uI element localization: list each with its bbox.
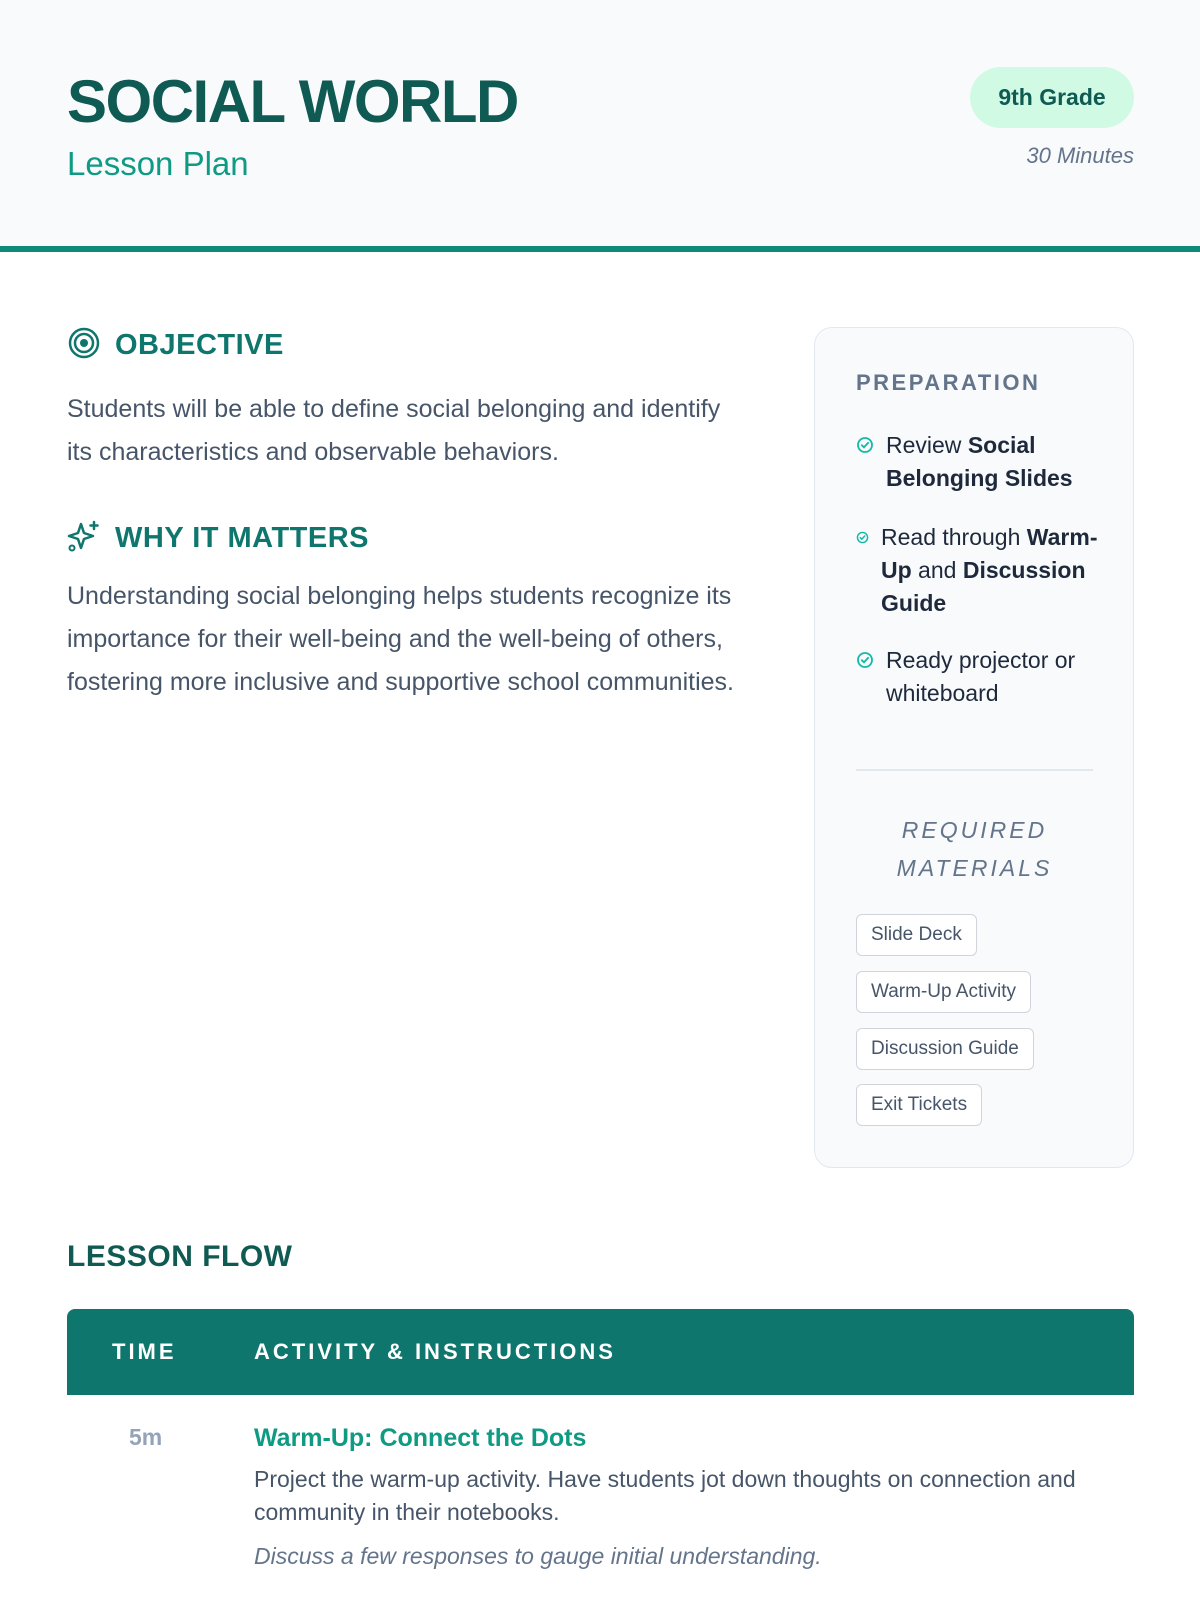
check-circle-icon	[856, 651, 874, 669]
prep-text: Read through	[881, 524, 1027, 550]
prep-item	[856, 429, 1086, 495]
material-chip: Discussion Guide	[856, 1028, 1034, 1070]
prep-item	[856, 521, 1101, 620]
divider	[856, 769, 1093, 771]
row-activity-note: Discuss a few responses to gauge initial understanding.	[254, 1543, 822, 1569]
material-chip: Slide Deck	[856, 914, 977, 956]
grade-badge: 9th Grade	[970, 67, 1134, 128]
objective-title: OBJECTIVE	[115, 329, 284, 361]
prep-bold: Social Belonging Slides	[886, 432, 1073, 491]
why-title: WHY IT MATTERS	[115, 522, 370, 554]
prep-bold: Discussion Guide	[881, 557, 1086, 616]
why-text: Understanding social belonging helps students recognize its importance for their well-being and the well-being of others, fostering more inclusive and supportive school communities.	[67, 582, 734, 696]
lesson-flow-title: LESSON FLOW	[67, 1240, 293, 1273]
column-header-activity: ACTIVITY & INSTRUCTIONS	[254, 1339, 616, 1364]
sparkles-icon	[67, 519, 101, 558]
check-circle-icon	[856, 531, 869, 544]
row-time: 5m	[129, 1424, 163, 1450]
prep-bold: Warm-Up	[881, 524, 1098, 583]
prep-text: Review	[886, 432, 968, 458]
page-title: SOCIAL WORLD	[67, 68, 518, 135]
header	[0, 0, 1200, 252]
check-circle-icon	[856, 436, 874, 454]
column-header-time: TIME	[112, 1339, 177, 1364]
objective-text: Students will be able to define social belonging and identify its characteristics and observable behaviors.	[67, 395, 721, 466]
prep-item	[856, 644, 1106, 710]
prep-text: Ready projector or whiteboard	[886, 647, 1076, 706]
target-icon	[67, 326, 101, 365]
material-chip: Exit Tickets	[856, 1084, 982, 1126]
prep-text: and	[911, 557, 963, 583]
objective-heading	[67, 326, 284, 365]
page-subtitle: Lesson Plan	[67, 145, 249, 182]
why-heading	[67, 519, 369, 558]
row-activity-title: Warm-Up: Connect the Dots	[254, 1424, 587, 1452]
duration-label: 30 Minutes	[1026, 143, 1134, 168]
row-activity-description: Project the warm-up activity. Have students jot down thoughts on connection and community in their notebooks.	[254, 1466, 1076, 1525]
preparation-title: PREPARATION	[856, 370, 1041, 395]
material-chip: Warm-Up Activity	[856, 971, 1031, 1013]
table-header	[67, 1309, 1134, 1395]
required-materials-title: REQUIRED MATERIALS	[896, 817, 1053, 881]
preparation-card	[814, 327, 1134, 1168]
